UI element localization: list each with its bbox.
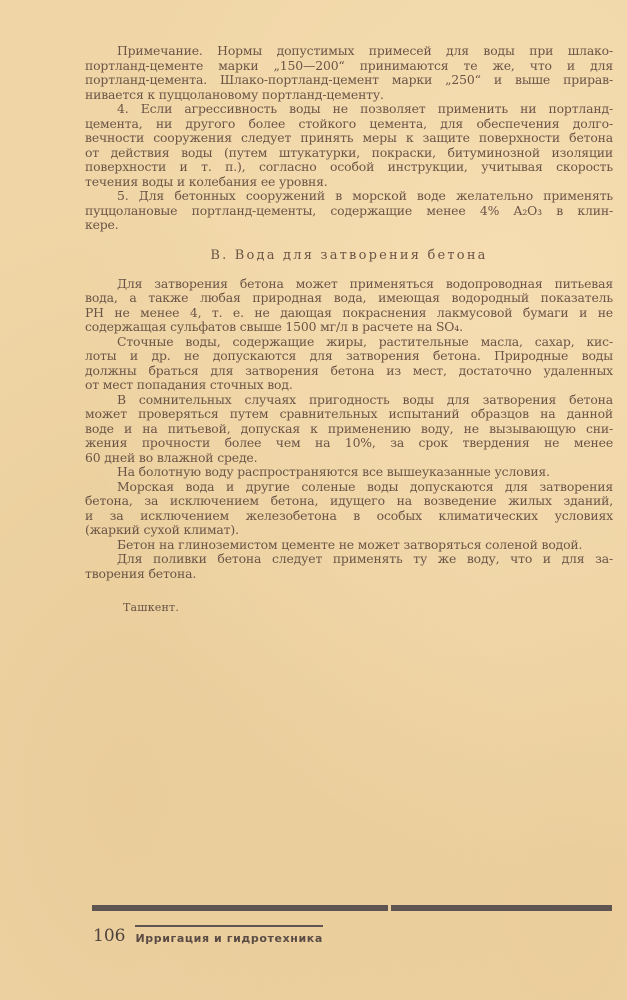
text-line: от действия воды (путем штукатурки, покраски, битуминозной изоляции: [85, 144, 613, 160]
text-line: Бетон на глиноземистом цементе не может затворяться соленой водой.: [117, 536, 583, 552]
text-line: от мест попадания сточных вод.: [85, 377, 293, 392]
paragraph-2: [85, 335, 613, 393]
text-line: Примечание. Нормы допустимых примесей для воды при шлако-: [117, 43, 613, 58]
text-line: и за исключением железобетона в особых климатических условиях: [85, 507, 613, 523]
journal-title: Ирригация и гидротехника: [135, 932, 323, 945]
journal-title-block: [135, 927, 322, 946]
text-line: нивается к пуццолановому портланд-цементу.: [85, 86, 384, 102]
text-line: портланд-цемента. Шлако-портланд-цемент марки „250“ и выше прирав-: [85, 72, 613, 87]
paragraph-5: [85, 480, 613, 538]
page-footer: [93, 926, 323, 946]
text-line: цемента, ни другого более стойкого цемента, для обеспечения долго-: [85, 115, 613, 131]
paragraph-6: [85, 538, 613, 553]
note-paragraph: [85, 44, 613, 102]
text-line: Для поливки бетона следует применять ту же воду, что и для за-: [117, 551, 613, 566]
text-line: творения бетона.: [85, 565, 197, 581]
text-line: (жаркий сухой климат).: [85, 522, 239, 537]
text-line: должны браться для затворения бетона из мест, достаточно удаленных: [85, 362, 613, 378]
paragraph-1: [85, 277, 613, 335]
text-line: В сомнительных случаях пригодность воды для затворения бетона: [117, 391, 613, 407]
city-signature: Ташкент.: [123, 601, 180, 614]
text-line: Для затворения бетона может применяться водопроводная питьевая: [117, 275, 613, 291]
item-5-paragraph: [85, 189, 613, 233]
text-line: портланд-цементе марки „150—200“ принимаются те же, что и для: [85, 57, 613, 73]
text-line: вечности сооружения следует принять меры к защите поверхности бетона: [85, 130, 613, 145]
text-line: воде и на питьевой, допуская к применению воду, не вызывающую сни-: [85, 420, 613, 436]
paragraph-4: [85, 465, 613, 480]
text-line: лоты и др. не допускаются для затворения бетона. Природные воды: [85, 348, 613, 363]
text-line: течения воды и колебания ее уровня.: [85, 173, 328, 189]
paragraph-3: [85, 393, 613, 466]
text-line: 60 дней во влажной среде.: [85, 449, 258, 465]
item-4-paragraph: [85, 102, 613, 189]
text-line: содержащая сульфатов свыше 1500 мг/л в расчете на SO₄.: [85, 319, 463, 334]
footer-rule-left: [92, 905, 388, 911]
text-line: 4. Если агрессивность воды не позволяет применить ни портланд-: [117, 101, 613, 116]
section-heading: В. Вода для затворения бетона: [210, 247, 488, 263]
text-line: жения прочности более чем на 10%, за срок твердения не менее: [85, 435, 613, 450]
text-line: пуццолановые портланд-цементы, содержащие менее 4% A₂O₃ в клин-: [85, 202, 613, 218]
text-line: 5. Для бетонных сооружений в морской воде желательно применять: [117, 188, 613, 203]
text-line: На болотную воду распространяются все вышеуказанные условия.: [117, 464, 550, 479]
text-line: поверхности и т. п.), согласно особой инструкции, учитывая скорость: [85, 159, 613, 174]
footer-rule-right: [391, 905, 612, 911]
text-line: Морская вода и другие соленые воды допускаются для затворения: [117, 478, 613, 494]
text-line: Сточные воды, содержащие жиры, растительные масла, сахар, кис-: [117, 333, 613, 349]
text-line: может проверяться путем сравнительных испытаний образцов на данной: [85, 406, 613, 421]
text-line: кере.: [85, 217, 119, 232]
text-line: PH не менее 4, т. е. не дающая покраснения лакмусовой бумаги и не: [85, 304, 613, 320]
text-line: вода, а также любая природная вода, имеющая водородный показатель: [85, 290, 613, 305]
page-body: [85, 44, 613, 614]
page-number: 106: [93, 926, 126, 946]
text-line: бетона, за исключением бетона, идущего на возведение жилых зданий,: [85, 493, 613, 508]
journal-title-rule: [135, 925, 322, 927]
paragraph-7: [85, 552, 613, 581]
